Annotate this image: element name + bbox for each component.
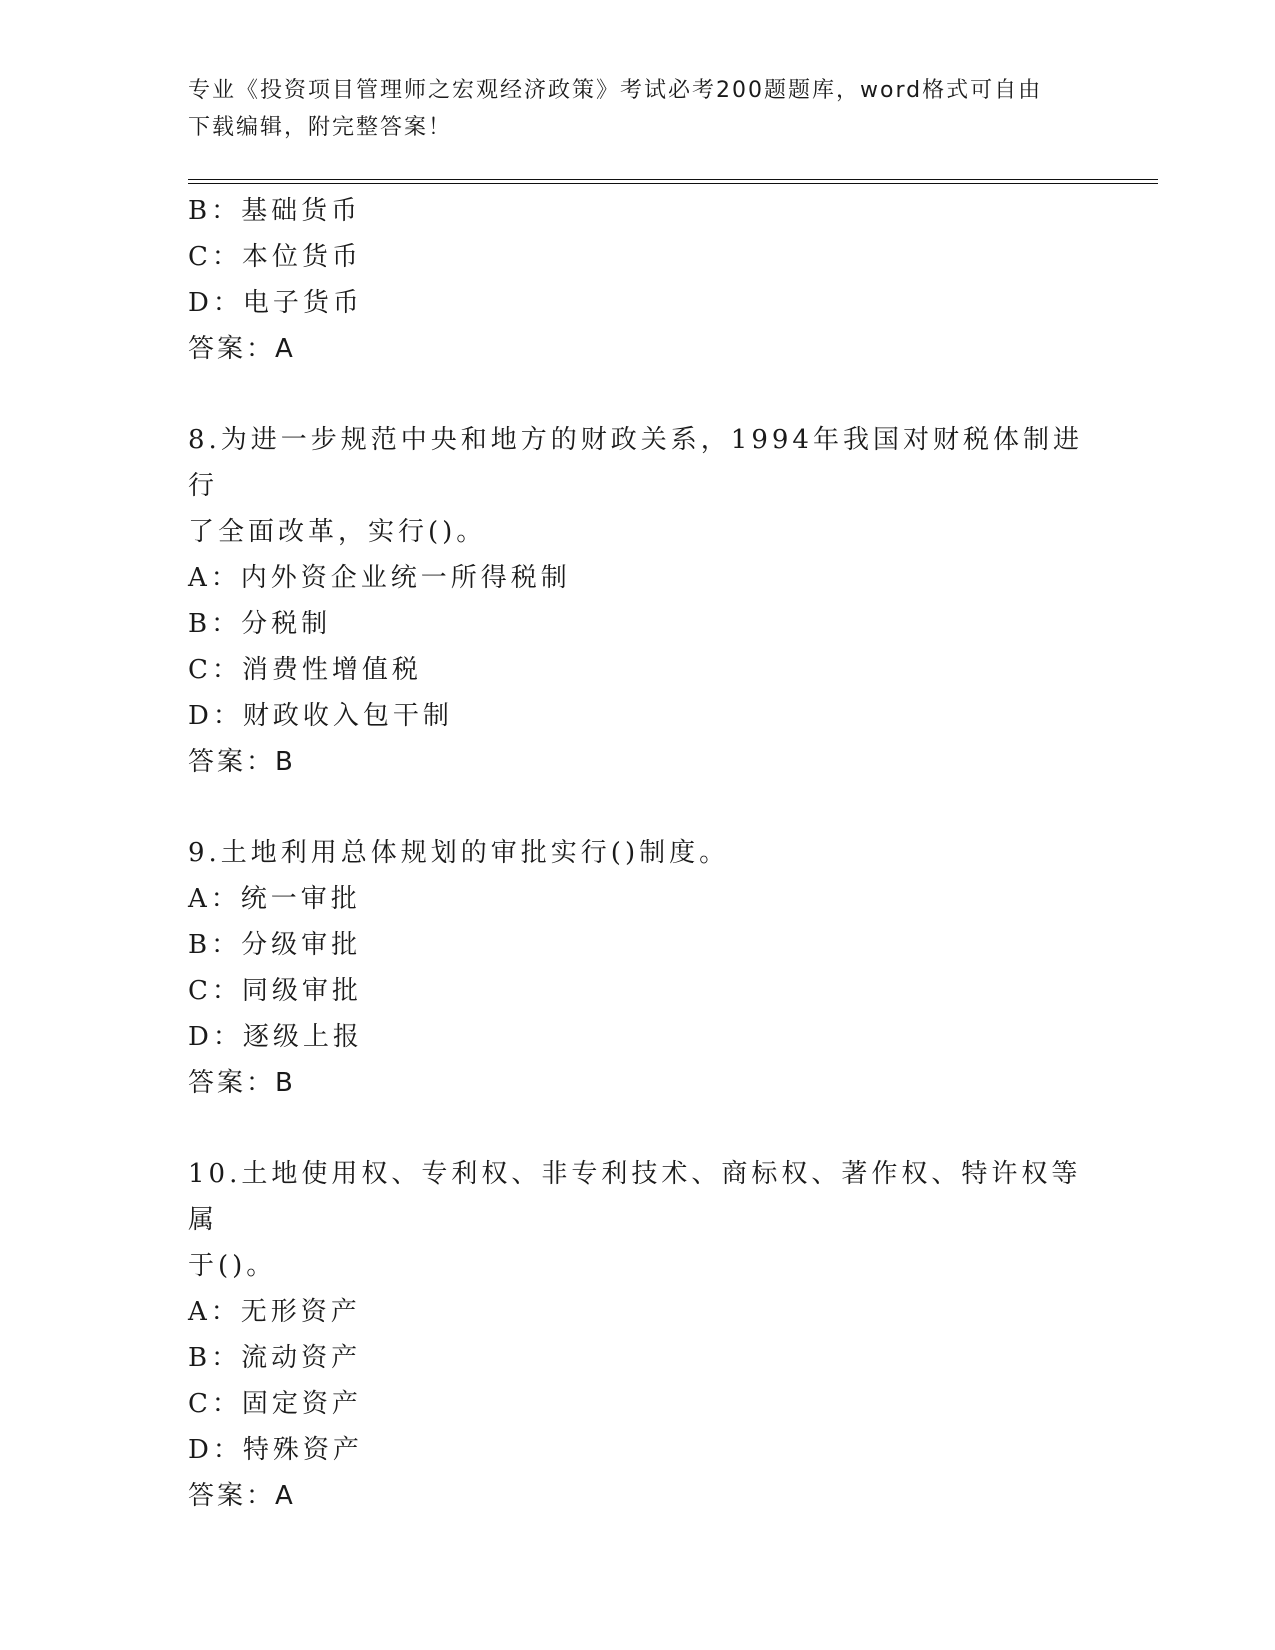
answer-line: 答案：B: [188, 747, 296, 777]
option-c: C：同级审批: [188, 976, 362, 1006]
answer-line: 答案：B: [188, 1068, 296, 1098]
option-c: C：固定资产: [188, 1389, 362, 1419]
option-d: D：电子货币: [188, 288, 363, 318]
answer-line: 答案：A: [188, 334, 296, 364]
option-b: B：分税制: [188, 609, 332, 639]
option-a: A：无形资产: [188, 1297, 361, 1327]
option-d: D：逐级上报: [188, 1022, 363, 1052]
option-d: D：财政收入包干制: [188, 701, 453, 731]
spacer: [188, 1106, 1088, 1151]
answer-line: 答案：A: [188, 1481, 296, 1511]
option-c: C：本位货币: [188, 242, 362, 272]
question-content: [188, 188, 1088, 1519]
question-9: [188, 830, 1088, 1106]
question-stem-line-1: 8.为进一步规范中央和地方的财政关系，1994年我国对财税体制进行: [188, 425, 1083, 501]
document-header: [188, 72, 1088, 146]
header-divider-top: [188, 179, 1158, 180]
question-7-partial: [188, 188, 1088, 372]
option-d: D：特殊资产: [188, 1435, 363, 1465]
option-b: B：基础货币: [188, 196, 362, 226]
option-a: A：统一审批: [188, 884, 361, 914]
header-line-1: 专业《投资项目管理师之宏观经济政策》考试必考200题题库，word格式可自由: [188, 78, 1043, 103]
option-c: C：消费性增值税: [188, 655, 422, 685]
header-line-2: 下载编辑，附完整答案！: [188, 115, 453, 140]
option-b: B：分级审批: [188, 930, 362, 960]
question-stem-line-1: 9.土地利用总体规划的审批实行()制度。: [188, 838, 730, 868]
question-stem-line-2: 于()。: [188, 1251, 277, 1281]
header-divider-bottom: [188, 183, 1158, 184]
question-stem-line-2: 了全面改革，实行()。: [188, 517, 487, 547]
spacer: [188, 785, 1088, 830]
spacer: [188, 372, 1088, 417]
question-8: [188, 417, 1088, 785]
option-a: A：内外资企业统一所得税制: [188, 563, 571, 593]
option-b: B：流动资产: [188, 1343, 362, 1373]
question-stem-line-1: 10.土地使用权、专利权、非专利技术、商标权、著作权、特许权等属: [188, 1159, 1082, 1235]
question-10: [188, 1151, 1088, 1519]
